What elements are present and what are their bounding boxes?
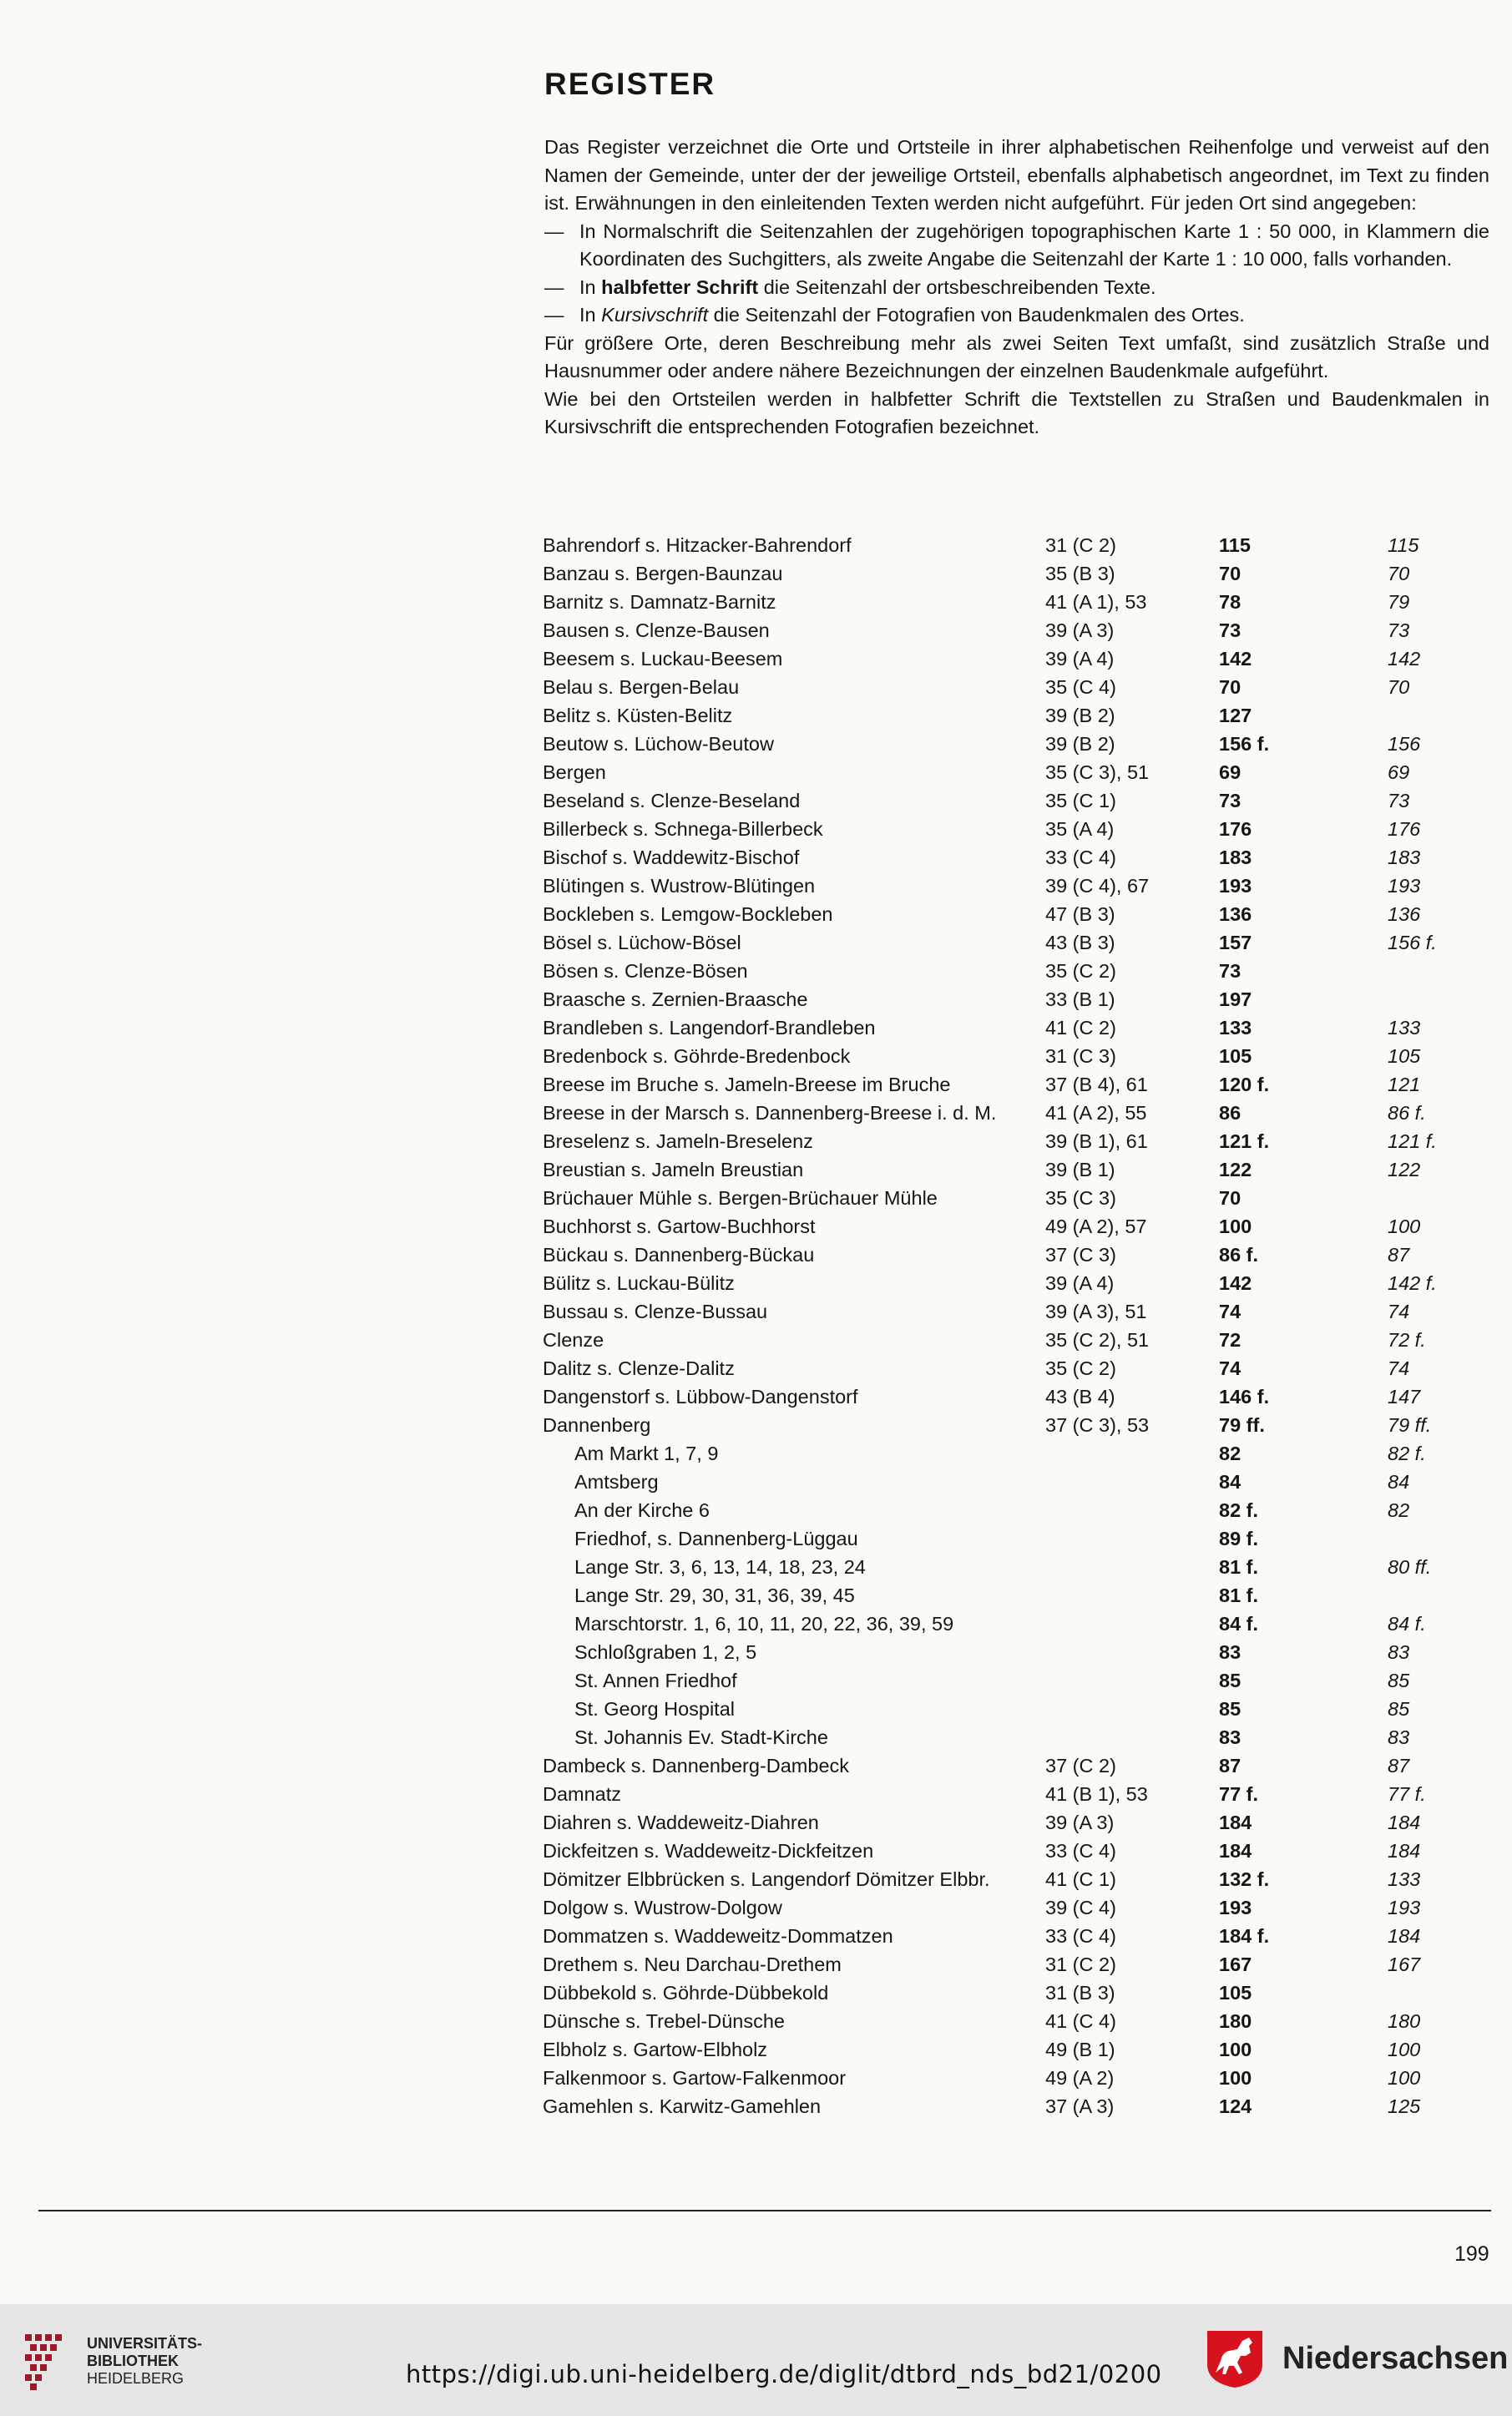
entry-photo-page: 73 bbox=[1388, 790, 1410, 811]
register-entry bbox=[541, 872, 1493, 900]
entry-text-page: 133 bbox=[1219, 1017, 1252, 1039]
viewer-footer bbox=[0, 2304, 1512, 2416]
entry-place-name: Belitz s. Küsten-Belitz bbox=[543, 705, 733, 726]
entry-place-name: Lange Str. 3, 6, 13, 14, 18, 23, 24 bbox=[574, 1556, 866, 1578]
register-subentry bbox=[541, 1638, 1493, 1666]
entry-photo-page: 100 bbox=[1388, 2067, 1421, 2089]
entry-photo-page: 156 f. bbox=[1388, 932, 1437, 953]
entry-map-reference: 41 (C 4) bbox=[1045, 2010, 1116, 2032]
register-subentry bbox=[541, 1439, 1493, 1468]
register-entry bbox=[541, 1269, 1493, 1297]
entry-photo-page: 183 bbox=[1388, 847, 1421, 868]
register-entry bbox=[541, 1751, 1493, 1780]
entry-place-name: Breese im Bruche s. Jameln-Breese im Bruche bbox=[543, 1074, 951, 1095]
entry-place-name: Dalitz s. Clenze-Dalitz bbox=[543, 1357, 735, 1379]
register-entry bbox=[541, 758, 1493, 786]
entry-place-name: Brüchauer Mühle s. Bergen-Brüchauer Mühle bbox=[543, 1187, 938, 1209]
entry-photo-page: 180 bbox=[1388, 2010, 1421, 2032]
entry-place-name: Diahren s. Waddeweitz-Diahren bbox=[543, 1812, 819, 1833]
register-entry bbox=[541, 843, 1493, 872]
register-entry bbox=[541, 2064, 1493, 2092]
register-entry bbox=[541, 2007, 1493, 2035]
entry-text-page: 127 bbox=[1219, 705, 1252, 726]
entry-photo-page: 105 bbox=[1388, 1045, 1421, 1067]
entry-place-name: Dübbekold s. Göhrde-Dübbekold bbox=[543, 1982, 829, 2004]
entry-map-reference: 35 (A 4) bbox=[1045, 818, 1115, 840]
entry-text-page: 136 bbox=[1219, 903, 1252, 925]
entry-text-page: 132 f. bbox=[1219, 1868, 1270, 1890]
entry-text-page: 84 bbox=[1219, 1471, 1241, 1493]
entry-place-name: Drethem s. Neu Darchau-Drethem bbox=[543, 1954, 842, 1975]
entry-map-reference: 39 (B 2) bbox=[1045, 733, 1115, 755]
register-entry bbox=[541, 1382, 1493, 1411]
entry-map-reference: 35 (C 1) bbox=[1045, 790, 1116, 811]
register-entry bbox=[541, 1127, 1493, 1155]
entry-place-name: Beseland s. Clenze-Beseland bbox=[543, 790, 801, 811]
register-subentry bbox=[541, 1468, 1493, 1496]
page-title: REGISTER bbox=[544, 67, 716, 101]
entry-photo-page: 80 ff. bbox=[1388, 1556, 1432, 1578]
entry-map-reference: 37 (C 2) bbox=[1045, 1755, 1116, 1777]
register-entry bbox=[541, 1411, 1493, 1439]
entry-map-reference: 33 (C 4) bbox=[1045, 847, 1116, 868]
entry-place-name: Belau s. Bergen-Belau bbox=[543, 676, 740, 698]
entry-photo-page: 122 bbox=[1388, 1159, 1421, 1180]
entry-photo-page: 86 f. bbox=[1388, 1102, 1426, 1124]
entry-map-reference: 43 (B 4) bbox=[1045, 1386, 1115, 1408]
entry-place-name: Gamehlen s. Karwitz-Gamehlen bbox=[543, 2095, 822, 2117]
entry-text-page: 86 f. bbox=[1219, 1244, 1259, 1266]
entry-place-name: Bausen s. Clenze-Bausen bbox=[543, 619, 770, 641]
entry-photo-page: 73 bbox=[1388, 619, 1410, 641]
entry-place-name: Banzau s. Bergen-Baunzau bbox=[543, 563, 783, 584]
register-subentry bbox=[541, 1553, 1493, 1581]
register-entry bbox=[541, 1893, 1493, 1922]
entry-map-reference: 39 (C 4) bbox=[1045, 1897, 1116, 1918]
entry-place-name: Barnitz s. Damnatz-Barnitz bbox=[543, 591, 776, 613]
entry-place-name: Lange Str. 29, 30, 31, 36, 39, 45 bbox=[574, 1585, 855, 1606]
entry-photo-page: 184 bbox=[1388, 1812, 1421, 1833]
entry-text-page: 89 f. bbox=[1219, 1528, 1259, 1549]
register-subentry bbox=[541, 1610, 1493, 1638]
entry-photo-page: 85 bbox=[1388, 1670, 1410, 1691]
entry-place-name: Bülitz s. Luckau-Bülitz bbox=[543, 1272, 735, 1294]
university-library-logo-icon bbox=[23, 2331, 75, 2391]
register-entry bbox=[541, 1297, 1493, 1326]
entry-text-page: 73 bbox=[1219, 619, 1241, 641]
entry-photo-page: 85 bbox=[1388, 1698, 1410, 1720]
entry-text-page: 84 f. bbox=[1219, 1613, 1259, 1635]
legend-item-bold: — In halbfetter Schrift die Seitenzahl der ortsbeschreibenden Texte. bbox=[544, 275, 1156, 298]
entry-map-reference: 35 (B 3) bbox=[1045, 563, 1115, 584]
intro-paragraph: Für größere Orte, deren Beschreibung mehr als zwei Seiten Text umfaßt, sind zusätzlich Straße und Hausnummer oder andere nähere Bezeichnungen der einzelnen Baudenkmale aufgeführt. bbox=[544, 331, 1489, 382]
entry-text-page: 83 bbox=[1219, 1726, 1241, 1748]
intro-paragraph: Das Register verzeichnet die Orte und Ortsteile in ihrer alphabetischen Reihenfolge und verweist auf den Namen der Gemeinde, unter der der jeweilige Ortsteil, ebenfalls alphabetisch angeordnet, im Text zu finden ist. Erwähnungen in den einleitenden Texten werden nicht aufgeführt. Für jeden Ort sind angegeben: bbox=[544, 136, 1489, 214]
entry-text-page: 142 bbox=[1219, 648, 1252, 670]
entry-photo-page: 184 bbox=[1388, 1925, 1421, 1947]
entry-photo-page: 176 bbox=[1388, 818, 1421, 840]
university-library-name: UNIVERSITÄTS- BIBLIOTHEK HEIDELBERG bbox=[87, 2335, 203, 2387]
entry-map-reference: 49 (A 2), 57 bbox=[1045, 1216, 1147, 1237]
register-entry bbox=[541, 1326, 1493, 1354]
register-subentry bbox=[541, 1524, 1493, 1553]
entry-text-page: 193 bbox=[1219, 1897, 1252, 1918]
entry-map-reference: 31 (C 3) bbox=[1045, 1045, 1116, 1067]
entry-map-reference: 37 (B 4), 61 bbox=[1045, 1074, 1148, 1095]
entry-map-reference: 47 (B 3) bbox=[1045, 903, 1115, 925]
entry-text-page: 82 f. bbox=[1219, 1499, 1259, 1521]
entry-map-reference: 33 (C 4) bbox=[1045, 1925, 1116, 1947]
entry-text-page: 74 bbox=[1219, 1301, 1241, 1322]
register-entry bbox=[541, 957, 1493, 985]
entry-text-page: 70 bbox=[1219, 1187, 1241, 1209]
entry-text-page: 83 bbox=[1219, 1641, 1241, 1663]
entry-photo-page: 83 bbox=[1388, 1726, 1410, 1748]
entry-map-reference: 35 (C 2), 51 bbox=[1045, 1329, 1150, 1351]
register-entry bbox=[541, 588, 1493, 616]
entry-photo-page: 193 bbox=[1388, 875, 1421, 897]
entry-text-page: 124 bbox=[1219, 2095, 1252, 2117]
footer-divider bbox=[38, 2210, 1491, 2211]
entry-photo-page: 167 bbox=[1388, 1954, 1421, 1975]
entry-map-reference: 31 (C 2) bbox=[1045, 534, 1116, 556]
register-entry bbox=[541, 531, 1493, 559]
register-entry bbox=[541, 928, 1493, 957]
entry-text-page: 122 bbox=[1219, 1159, 1252, 1180]
entry-place-name: Blütingen s. Wustrow-Blütingen bbox=[543, 875, 816, 897]
entry-map-reference: 43 (B 3) bbox=[1045, 932, 1115, 953]
register-entry bbox=[541, 1042, 1493, 1070]
entry-place-name: Dommatzen s. Waddeweitz-Dommatzen bbox=[543, 1925, 893, 1947]
entry-map-reference: 37 (A 3) bbox=[1045, 2095, 1115, 2117]
entry-map-reference: 41 (B 1), 53 bbox=[1045, 1783, 1148, 1805]
entry-photo-page: 79 ff. bbox=[1388, 1414, 1432, 1436]
entry-place-name: Dickfeitzen s. Waddeweitz-Dickfeitzen bbox=[543, 1840, 874, 1862]
register-entry bbox=[541, 1865, 1493, 1893]
entry-photo-page: 142 f. bbox=[1388, 1272, 1437, 1294]
entry-place-name: Bahrendorf s. Hitzacker-Bahrendorf bbox=[543, 534, 852, 556]
register-entry bbox=[541, 2092, 1493, 2120]
entry-map-reference: 35 (C 4) bbox=[1045, 676, 1116, 698]
entry-photo-page: 121 bbox=[1388, 1074, 1421, 1095]
entry-map-reference: 39 (B 2) bbox=[1045, 705, 1115, 726]
entry-place-name: Amtsberg bbox=[574, 1471, 659, 1493]
entry-map-reference: 39 (B 1), 61 bbox=[1045, 1130, 1148, 1152]
niedersachsen-horse-icon bbox=[1204, 2328, 1266, 2389]
register-entry bbox=[541, 559, 1493, 588]
register-entry bbox=[541, 701, 1493, 730]
entry-photo-page: 87 bbox=[1388, 1244, 1410, 1266]
entry-place-name: Marschtorstr. 1, 6, 10, 11, 20, 22, 36, 39, 59 bbox=[574, 1613, 954, 1635]
entry-map-reference: 41 (C 1) bbox=[1045, 1868, 1116, 1890]
entry-photo-page: 79 bbox=[1388, 591, 1410, 613]
entry-photo-page: 133 bbox=[1388, 1868, 1421, 1890]
register-entry bbox=[541, 1780, 1493, 1808]
entry-text-page: 184 f. bbox=[1219, 1925, 1270, 1947]
entry-place-name: Beesem s. Luckau-Beesem bbox=[543, 648, 783, 670]
register-subentry bbox=[541, 1723, 1493, 1751]
entry-text-page: 100 bbox=[1219, 2067, 1252, 2089]
entry-map-reference: 31 (B 3) bbox=[1045, 1982, 1115, 2004]
entry-text-page: 69 bbox=[1219, 761, 1241, 783]
register-subentry bbox=[541, 1695, 1493, 1723]
entry-text-page: 146 f. bbox=[1219, 1386, 1270, 1408]
entry-photo-page: 87 bbox=[1388, 1755, 1410, 1777]
entry-place-name: Dolgow s. Wustrow-Dolgow bbox=[543, 1897, 782, 1918]
entry-text-page: 121 f. bbox=[1219, 1130, 1270, 1152]
entry-photo-page: 142 bbox=[1388, 648, 1421, 670]
entry-text-page: 180 bbox=[1219, 2010, 1252, 2032]
register-entry bbox=[541, 644, 1493, 673]
register-entry bbox=[541, 1241, 1493, 1269]
entry-photo-page: 84 f. bbox=[1388, 1613, 1426, 1635]
entry-place-name: Dömitzer Elbbrücken s. Langendorf Dömitzer Elbbr. bbox=[543, 1868, 990, 1890]
entry-photo-page: 74 bbox=[1388, 1301, 1410, 1322]
entry-text-page: 193 bbox=[1219, 875, 1252, 897]
entry-map-reference: 35 (C 3) bbox=[1045, 1187, 1116, 1209]
entry-map-reference: 39 (C 4), 67 bbox=[1045, 875, 1150, 897]
entry-place-name: Breustian s. Jameln Breustian bbox=[543, 1159, 804, 1180]
entry-place-name: Falkenmoor s. Gartow-Falkenmoor bbox=[543, 2067, 847, 2089]
entry-photo-page: 147 bbox=[1388, 1386, 1421, 1408]
entry-place-name: Dünsche s. Trebel-Dünsche bbox=[543, 2010, 785, 2032]
entry-map-reference: 33 (C 4) bbox=[1045, 1840, 1116, 1862]
register-entry bbox=[541, 616, 1493, 644]
entry-photo-page: 83 bbox=[1388, 1641, 1410, 1663]
entry-text-page: 100 bbox=[1219, 1216, 1252, 1237]
entry-map-reference: 37 (C 3) bbox=[1045, 1244, 1116, 1266]
entry-map-reference: 39 (A 3), 51 bbox=[1045, 1301, 1147, 1322]
entry-place-name: Clenze bbox=[543, 1329, 604, 1351]
entry-map-reference: 49 (B 1) bbox=[1045, 2039, 1115, 2060]
entry-place-name: Brandleben s. Langendorf-Brandleben bbox=[543, 1017, 876, 1039]
register-entry bbox=[541, 1950, 1493, 1979]
entry-photo-page: 121 f. bbox=[1388, 1130, 1437, 1152]
entry-place-name: Bückau s. Dannenberg-Bückau bbox=[543, 1244, 815, 1266]
register-entry bbox=[541, 1070, 1493, 1099]
intro-paragraph: Wie bei den Ortsteilen werden in halbfetter Schrift die Textstellen zu Straßen und Baudenkmalen in Kursivschrift die entsprechenden Fotografien bezeichnet. bbox=[544, 387, 1489, 437]
entry-map-reference: 31 (C 2) bbox=[1045, 1954, 1116, 1975]
legend-item-italic: — In Kursivschrift die Seitenzahl der Fotografien von Baudenkmalen des Ortes. bbox=[544, 304, 1245, 326]
entry-photo-page: 133 bbox=[1388, 1017, 1421, 1039]
entry-map-reference: 39 (A 3) bbox=[1045, 619, 1115, 641]
entry-map-reference: 35 (C 2) bbox=[1045, 1357, 1116, 1379]
entry-map-reference: 35 (C 3), 51 bbox=[1045, 761, 1150, 783]
register-entry bbox=[541, 815, 1493, 843]
entry-place-name: Am Markt 1, 7, 9 bbox=[574, 1443, 719, 1464]
register-subentry bbox=[541, 1581, 1493, 1610]
entry-place-name: Schloßgraben 1, 2, 5 bbox=[574, 1641, 757, 1663]
entry-photo-page: 82 f. bbox=[1388, 1443, 1426, 1464]
entry-place-name: Dambeck s. Dannenberg-Dambeck bbox=[543, 1755, 850, 1777]
register-entry bbox=[541, 730, 1493, 758]
entry-text-page: 72 bbox=[1219, 1329, 1241, 1351]
intro-text bbox=[544, 134, 1489, 442]
entry-text-page: 105 bbox=[1219, 1045, 1252, 1067]
entry-text-page: 184 bbox=[1219, 1812, 1252, 1833]
entry-text-page: 197 bbox=[1219, 988, 1252, 1010]
entry-text-page: 184 bbox=[1219, 1840, 1252, 1862]
entry-place-name: Elbholz s. Gartow-Elbholz bbox=[543, 2039, 768, 2060]
entry-place-name: Bergen bbox=[543, 761, 606, 783]
entry-photo-page: 70 bbox=[1388, 563, 1410, 584]
entry-map-reference: 37 (C 3), 53 bbox=[1045, 1414, 1150, 1436]
entry-place-name: Bischof s. Waddewitz-Bischof bbox=[543, 847, 800, 868]
register-entry bbox=[541, 673, 1493, 701]
register-entry bbox=[541, 900, 1493, 928]
register-subentry bbox=[541, 1666, 1493, 1695]
entry-place-name: Bussau s. Clenze-Bussau bbox=[543, 1301, 768, 1322]
entry-text-page: 183 bbox=[1219, 847, 1252, 868]
entry-text-page: 81 f. bbox=[1219, 1556, 1259, 1578]
register-entry bbox=[541, 985, 1493, 1013]
entry-place-name: St. Annen Friedhof bbox=[574, 1670, 737, 1691]
entry-place-name: Bockleben s. Lemgow-Bockleben bbox=[543, 903, 833, 925]
entry-photo-page: 77 f. bbox=[1388, 1783, 1426, 1805]
entry-place-name: Braasche s. Zernien-Braasche bbox=[543, 988, 808, 1010]
entry-place-name: Friedhof, s. Dannenberg-Lüggau bbox=[574, 1528, 858, 1549]
entry-photo-page: 100 bbox=[1388, 1216, 1421, 1237]
entry-text-page: 82 bbox=[1219, 1443, 1241, 1464]
entry-photo-page: 136 bbox=[1388, 903, 1421, 925]
entry-place-name: Bösel s. Lüchow-Bösel bbox=[543, 932, 741, 953]
register-entry bbox=[541, 1808, 1493, 1837]
register-entry bbox=[541, 1212, 1493, 1241]
entry-photo-page: 193 bbox=[1388, 1897, 1421, 1918]
entry-text-page: 73 bbox=[1219, 790, 1241, 811]
entry-map-reference: 39 (A 4) bbox=[1045, 1272, 1115, 1294]
register-subentry bbox=[541, 1496, 1493, 1524]
entry-text-page: 142 bbox=[1219, 1272, 1252, 1294]
entry-text-page: 77 f. bbox=[1219, 1783, 1259, 1805]
entry-text-page: 167 bbox=[1219, 1954, 1252, 1975]
entry-place-name: Breese in der Marsch s. Dannenberg-Breese i. d. M. bbox=[543, 1102, 997, 1124]
entry-text-page: 79 ff. bbox=[1219, 1414, 1265, 1436]
entry-photo-page: 74 bbox=[1388, 1357, 1410, 1379]
entry-place-name: Beutow s. Lüchow-Beutow bbox=[543, 733, 774, 755]
entry-photo-page: 72 f. bbox=[1388, 1329, 1426, 1351]
entry-text-page: 115 bbox=[1219, 534, 1251, 556]
permalink-url[interactable]: https://digi.ub.uni-heidelberg.de/diglit/dtbrd_nds_bd21/0200 bbox=[406, 2360, 1162, 2388]
register-entry bbox=[541, 1837, 1493, 1865]
register-entry bbox=[541, 1155, 1493, 1184]
entry-map-reference: 39 (A 3) bbox=[1045, 1812, 1115, 1833]
entry-text-page: 105 bbox=[1219, 1982, 1252, 2004]
entry-map-reference: 49 (A 2) bbox=[1045, 2067, 1115, 2089]
entry-place-name: St. Johannis Ev. Stadt-Kirche bbox=[574, 1726, 828, 1748]
entry-text-page: 85 bbox=[1219, 1670, 1241, 1691]
page-number: 199 bbox=[1454, 2242, 1489, 2266]
entry-text-page: 156 f. bbox=[1219, 733, 1270, 755]
entry-map-reference: 41 (A 2), 55 bbox=[1045, 1102, 1147, 1124]
register-entry bbox=[541, 1354, 1493, 1382]
entry-photo-page: 100 bbox=[1388, 2039, 1421, 2060]
entry-photo-page: 156 bbox=[1388, 733, 1421, 755]
register-entry bbox=[541, 1979, 1493, 2007]
register-entry bbox=[541, 1922, 1493, 1950]
entry-place-name: An der Kirche 6 bbox=[574, 1499, 710, 1521]
entry-place-name: Bredenbock s. Göhrde-Bredenbock bbox=[543, 1045, 851, 1067]
entry-text-page: 100 bbox=[1219, 2039, 1252, 2060]
entry-place-name: St. Georg Hospital bbox=[574, 1698, 736, 1720]
register-entry bbox=[541, 2035, 1493, 2064]
register-entry bbox=[541, 1184, 1493, 1212]
entry-map-reference: 39 (A 4) bbox=[1045, 648, 1115, 670]
register-entry bbox=[541, 1013, 1493, 1042]
register-entry bbox=[541, 1099, 1493, 1127]
register-entry bbox=[541, 786, 1493, 815]
entry-photo-page: 84 bbox=[1388, 1471, 1410, 1493]
entry-place-name: Bösen s. Clenze-Bösen bbox=[543, 960, 748, 982]
entry-place-name: Damnatz bbox=[543, 1783, 622, 1805]
entry-map-reference: 41 (A 1), 53 bbox=[1045, 591, 1147, 613]
legend-item-normal: — In Normalschrift die Seitenzahlen der zugehörigen topographischen Karte 1 : 50 000, in Klammern die Koordinaten des Suchgitters, als zweite Angabe die Seitenzahl der Karte 1 : 10 000, falls vorhanden. bbox=[544, 220, 1489, 270]
entry-text-page: 73 bbox=[1219, 960, 1241, 982]
entry-text-page: 70 bbox=[1219, 563, 1241, 584]
entry-text-page: 81 f. bbox=[1219, 1585, 1259, 1606]
entry-map-reference: 41 (C 2) bbox=[1045, 1017, 1116, 1039]
entry-text-page: 87 bbox=[1219, 1755, 1241, 1777]
entry-photo-page: 82 bbox=[1388, 1499, 1410, 1521]
entry-map-reference: 35 (C 2) bbox=[1045, 960, 1116, 982]
entry-text-page: 120 f. bbox=[1219, 1074, 1270, 1095]
entry-map-reference: 33 (B 1) bbox=[1045, 988, 1115, 1010]
entry-map-reference: 39 (B 1) bbox=[1045, 1159, 1115, 1180]
entry-place-name: Breselenz s. Jameln-Breselenz bbox=[543, 1130, 813, 1152]
entry-photo-page: 70 bbox=[1388, 676, 1410, 698]
entry-place-name: Billerbeck s. Schnega-Billerbeck bbox=[543, 818, 823, 840]
entry-text-page: 78 bbox=[1219, 591, 1241, 613]
entry-photo-page: 115 bbox=[1388, 534, 1419, 556]
entry-text-page: 70 bbox=[1219, 676, 1241, 698]
entry-text-page: 74 bbox=[1219, 1357, 1241, 1379]
entry-text-page: 85 bbox=[1219, 1698, 1241, 1720]
entry-photo-page: 69 bbox=[1388, 761, 1410, 783]
entry-photo-page: 184 bbox=[1388, 1840, 1421, 1862]
entry-place-name: Dangenstorf s. Lübbow-Dangenstorf bbox=[543, 1386, 858, 1408]
entry-place-name: Buchhorst s. Gartow-Buchhorst bbox=[543, 1216, 816, 1237]
entry-text-page: 157 bbox=[1219, 932, 1252, 953]
entry-text-page: 86 bbox=[1219, 1102, 1241, 1124]
entry-photo-page: 125 bbox=[1388, 2095, 1421, 2117]
state-name: Niedersachsen bbox=[1282, 2341, 1509, 2376]
entry-place-name: Dannenberg bbox=[543, 1414, 651, 1436]
entry-text-page: 176 bbox=[1219, 818, 1252, 840]
